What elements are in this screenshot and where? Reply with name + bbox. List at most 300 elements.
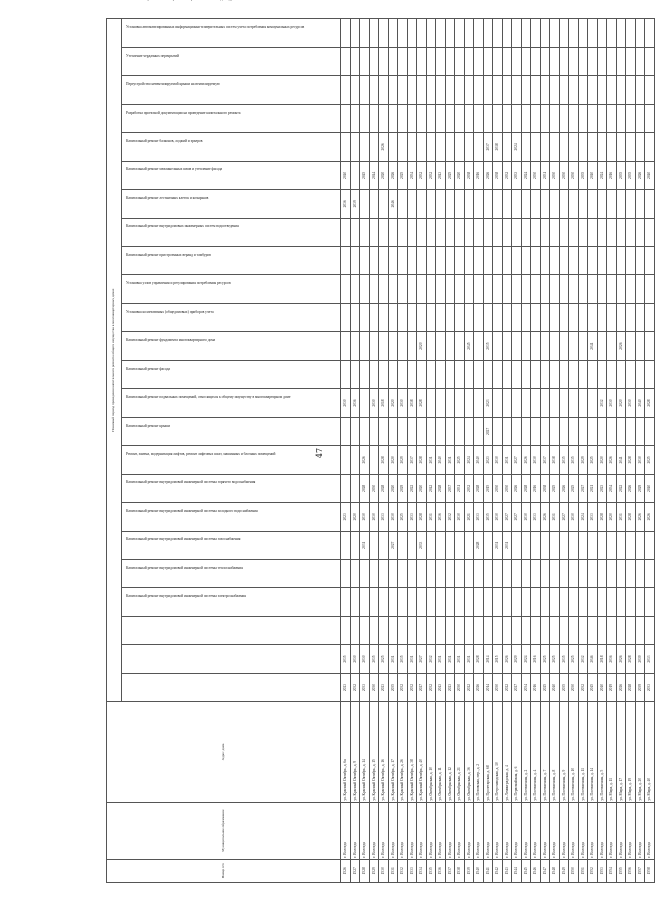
year-cell	[464, 47, 474, 75]
table-row	[341, 19, 351, 883]
row-address: ул. Поповская, пер., д. 2	[474, 702, 484, 802]
year-cell	[360, 133, 370, 161]
year-cell: 2032	[426, 673, 436, 701]
year-cell: 2037	[445, 474, 455, 502]
year-cell	[341, 360, 351, 388]
year-cell	[597, 417, 607, 445]
year-cell: 2023	[597, 474, 607, 502]
year-cell	[398, 303, 408, 331]
year-cell	[483, 303, 493, 331]
year-cell	[597, 19, 607, 48]
row-number: 1538	[455, 859, 465, 882]
year-cell	[474, 133, 484, 161]
year-cell	[426, 332, 436, 360]
year-cell	[417, 588, 427, 616]
year-cell	[417, 616, 427, 644]
year-cell	[474, 247, 484, 275]
year-cell: 2020	[417, 332, 427, 360]
year-cell	[569, 247, 579, 275]
year-cell	[445, 616, 455, 644]
year-cell: 2026	[616, 673, 626, 701]
year-cell: 2023	[445, 673, 455, 701]
year-cell: 2030	[550, 161, 560, 189]
year-cell	[569, 190, 579, 218]
year-cell: 2030	[388, 503, 398, 531]
year-cell	[597, 133, 607, 161]
year-cell	[588, 588, 598, 616]
year-cell	[360, 275, 370, 303]
year-cell: 2025	[379, 645, 389, 673]
work-type-label: Капитальный ремонт межпанельных швов и утепление фасада	[126, 167, 223, 172]
year-cell	[398, 360, 408, 388]
year-cell: 2024	[578, 503, 588, 531]
year-cell	[559, 19, 569, 48]
year-cell: 2018	[597, 645, 607, 673]
year-cell	[531, 133, 541, 161]
year-cell	[407, 190, 417, 218]
year-cell: 2039	[635, 645, 645, 673]
year-cell	[436, 417, 446, 445]
year-cell	[512, 190, 522, 218]
work-type-header	[122, 76, 341, 104]
year-cell	[550, 389, 560, 417]
year-cell: 2028	[417, 503, 427, 531]
year-cell	[483, 275, 493, 303]
year-cell	[341, 47, 351, 75]
year-cell	[493, 247, 503, 275]
year-cell	[417, 76, 427, 104]
year-cell: 2028	[436, 474, 446, 502]
year-cell	[569, 332, 579, 360]
year-cell	[521, 332, 531, 360]
year-cell: 2031	[360, 531, 370, 559]
year-cell	[540, 47, 550, 75]
year-cell	[540, 417, 550, 445]
year-cell	[512, 389, 522, 417]
row-number: 1531	[388, 859, 398, 882]
year-cell: 2020	[607, 503, 617, 531]
year-cell	[379, 104, 389, 132]
year-cell: 2027	[388, 531, 398, 559]
row-municipality: г. Вологда	[531, 802, 541, 859]
year-cell: 2026	[512, 474, 522, 502]
year-cell	[645, 19, 655, 48]
table-row	[502, 19, 512, 883]
year-cell: 2035	[341, 645, 351, 673]
year-cell	[607, 559, 617, 587]
year-cell	[379, 303, 389, 331]
year-cell	[616, 616, 626, 644]
year-cell: 2040	[645, 161, 655, 189]
row-number: 1540	[474, 859, 484, 882]
work-type-label: Капитальный ремонт подвальных помещений, относящихся к общему имуществу в многоквартирном доме	[126, 395, 291, 400]
year-cell	[635, 616, 645, 644]
year-cell: 2018	[493, 133, 503, 161]
year-cell: 2031	[616, 503, 626, 531]
year-cell	[350, 19, 360, 48]
year-cell	[521, 303, 531, 331]
year-cell: 2022	[407, 474, 417, 502]
row-number: 1541	[483, 859, 493, 882]
year-cell	[360, 389, 370, 417]
year-cell	[550, 19, 560, 48]
year-cell: 2030	[531, 446, 541, 474]
year-cell	[607, 332, 617, 360]
row-municipality: г. Вологда	[417, 802, 427, 859]
year-cell	[426, 616, 436, 644]
year-cell: 2033	[379, 503, 389, 531]
row-municipality: г. Вологда	[455, 802, 465, 859]
year-cell	[341, 616, 351, 644]
year-cell	[550, 76, 560, 104]
year-cell	[645, 616, 655, 644]
year-cell	[464, 588, 474, 616]
year-cell	[388, 133, 398, 161]
year-cell	[417, 133, 427, 161]
row-number: 1557	[635, 859, 645, 882]
table-row	[521, 19, 531, 883]
row-municipality: г. Вологда	[588, 802, 598, 859]
year-cell	[407, 247, 417, 275]
year-cell	[531, 104, 541, 132]
year-cell	[350, 616, 360, 644]
year-cell: 2025	[398, 503, 408, 531]
year-cell	[559, 247, 569, 275]
year-cell	[578, 247, 588, 275]
row-address: ул. Октябрьская, д. 12	[445, 702, 455, 802]
year-cell	[645, 332, 655, 360]
year-cell	[426, 275, 436, 303]
year-cell: 2020	[455, 161, 465, 189]
year-cell	[597, 247, 607, 275]
year-cell	[455, 389, 465, 417]
year-cell	[360, 247, 370, 275]
row-municipality: г. Вологда	[540, 802, 550, 859]
year-cell: 2020	[417, 474, 427, 502]
row-address: ул. Плотничная, д. 4	[531, 702, 541, 802]
year-cell	[502, 47, 512, 75]
row-municipality: г. Вологда	[369, 802, 379, 859]
year-cell	[483, 559, 493, 587]
row-address: ул. Плотничная, д. 9	[559, 702, 569, 802]
year-cell	[407, 218, 417, 246]
year-cell	[616, 133, 626, 161]
year-cell	[540, 303, 550, 331]
year-cell	[493, 303, 503, 331]
year-cell	[360, 559, 370, 587]
year-cell	[626, 133, 636, 161]
year-cell	[502, 417, 512, 445]
year-cell	[588, 559, 598, 587]
row-address: ул. Мира, д. 17	[616, 702, 626, 802]
year-cell	[445, 332, 455, 360]
table-row	[474, 19, 484, 883]
year-cell	[360, 332, 370, 360]
row-address: ул. Красный Октябрь, д. 38	[407, 702, 417, 802]
year-cell	[350, 275, 360, 303]
year-cell: 2019	[607, 673, 617, 701]
year-cell	[493, 389, 503, 417]
year-cell	[578, 19, 588, 48]
year-cell: 2026	[360, 446, 370, 474]
year-cell	[588, 247, 598, 275]
year-cell	[578, 303, 588, 331]
year-cell: 2026	[635, 503, 645, 531]
year-cell	[379, 218, 389, 246]
year-cell	[426, 47, 436, 75]
work-type-label: Ремонт, замена, модернизация лифтов, ремонт лифтовых шахт, машинных и блочных помещений	[126, 451, 276, 456]
year-cell: 2022	[616, 474, 626, 502]
year-cell: 2027	[483, 417, 493, 445]
year-cell	[341, 76, 351, 104]
year-cell	[521, 190, 531, 218]
year-cell: 2032	[426, 161, 436, 189]
year-cell	[616, 303, 626, 331]
year-cell	[341, 332, 351, 360]
year-cell: 2031	[455, 474, 465, 502]
year-cell	[607, 19, 617, 48]
year-cell	[360, 417, 370, 445]
year-cell: 2033	[645, 673, 655, 701]
year-cell	[607, 104, 617, 132]
year-cell: 2042	[426, 474, 436, 502]
work-type-label: Установка узлов управления и регулирования потребления ресурсов	[126, 281, 231, 286]
year-cell	[464, 190, 474, 218]
year-cell	[569, 218, 579, 246]
year-cell: 2026	[379, 133, 389, 161]
year-cell	[645, 190, 655, 218]
year-cell	[455, 190, 465, 218]
year-cell	[369, 275, 379, 303]
year-cell	[531, 588, 541, 616]
year-cell: 2014	[483, 645, 493, 673]
year-cell	[341, 474, 351, 502]
year-cell	[521, 76, 531, 104]
year-cell	[645, 360, 655, 388]
table-row	[398, 19, 408, 883]
year-cell	[626, 47, 636, 75]
year-cell	[559, 417, 569, 445]
work-type-label: Капитальный ремонт балконов, лоджий и эркеров	[126, 139, 203, 143]
year-cell: 2035	[578, 161, 588, 189]
year-cell	[540, 218, 550, 246]
year-cell	[588, 190, 598, 218]
year-cell: 2028	[626, 645, 636, 673]
plan-period-header: Плановый период проведения капитального ремонта общего имущества в многоквартирных домах	[107, 19, 122, 702]
year-cell	[350, 76, 360, 104]
year-cell	[474, 389, 484, 417]
year-cell: 2046	[588, 645, 598, 673]
year-cell	[550, 247, 560, 275]
row-address: ул. Мира, д. 40	[645, 702, 655, 802]
year-cell	[388, 76, 398, 104]
year-cell: 2029	[578, 446, 588, 474]
year-cell	[540, 190, 550, 218]
year-cell	[569, 133, 579, 161]
year-cell	[550, 531, 560, 559]
year-cell	[369, 247, 379, 275]
year-cell	[559, 76, 569, 104]
year-cell: 2031	[464, 645, 474, 673]
year-cell	[616, 417, 626, 445]
year-cell: 2035	[398, 645, 408, 673]
year-cell: 2015	[483, 474, 493, 502]
year-cell	[398, 332, 408, 360]
year-cell: 2020	[388, 474, 398, 502]
year-cell	[426, 360, 436, 388]
year-cell	[445, 531, 455, 559]
year-cell	[578, 559, 588, 587]
year-cell	[474, 332, 484, 360]
year-cell	[559, 133, 569, 161]
year-cell	[379, 275, 389, 303]
year-cell	[436, 76, 446, 104]
year-cell	[521, 133, 531, 161]
year-cell: 2028	[626, 446, 636, 474]
year-cell	[483, 47, 493, 75]
table-row	[483, 19, 493, 883]
year-cell	[464, 76, 474, 104]
year-cell: 2020	[388, 446, 398, 474]
table-row	[626, 19, 636, 883]
table-row	[588, 19, 598, 883]
year-cell	[445, 360, 455, 388]
row-address: ул. Плотничная, д. 14	[588, 702, 598, 802]
year-cell: 2032	[578, 645, 588, 673]
work-type-label: Капитальный ремонт крыши	[126, 423, 171, 428]
year-cell	[341, 303, 351, 331]
year-cell	[398, 76, 408, 104]
year-cell	[512, 218, 522, 246]
year-cell	[569, 360, 579, 388]
year-cell	[512, 47, 522, 75]
year-cell	[597, 190, 607, 218]
year-cell: 2030	[569, 161, 579, 189]
year-cell	[645, 531, 655, 559]
row-number: 1527	[350, 859, 360, 882]
year-cell	[645, 417, 655, 445]
row-number: 1534	[417, 859, 427, 882]
year-cell: 2026	[559, 474, 569, 502]
year-cell	[369, 303, 379, 331]
year-cell	[645, 104, 655, 132]
year-cell	[369, 104, 379, 132]
year-cell	[635, 303, 645, 331]
year-cell	[350, 531, 360, 559]
year-cell	[502, 616, 512, 644]
year-cell	[464, 247, 474, 275]
year-cell: 2025	[550, 474, 560, 502]
year-cell	[540, 559, 550, 587]
year-cell: 2025	[445, 161, 455, 189]
year-cell	[360, 218, 370, 246]
year-cell	[607, 417, 617, 445]
row-number: 1533	[407, 859, 417, 882]
year-cell: 2045	[588, 673, 598, 701]
table-row	[369, 19, 379, 883]
year-cell: 2030	[569, 673, 579, 701]
year-cell	[531, 616, 541, 644]
year-cell	[350, 332, 360, 360]
year-cell: 2037	[483, 133, 493, 161]
year-cell	[379, 332, 389, 360]
year-cell: 2026	[616, 645, 626, 673]
year-cell	[474, 19, 484, 48]
year-cell	[388, 47, 398, 75]
year-cell	[493, 332, 503, 360]
year-cell	[550, 47, 560, 75]
year-cell	[626, 19, 636, 48]
year-cell	[379, 360, 389, 388]
year-cell	[588, 275, 598, 303]
year-cell	[417, 190, 427, 218]
year-cell	[569, 588, 579, 616]
year-cell	[597, 275, 607, 303]
year-cell: 2030	[521, 503, 531, 531]
work-type-label: Установка автоматизированных информационно-измерительных систем учета потребления коммунальных ресурсов	[126, 25, 305, 30]
year-cell	[493, 19, 503, 48]
table-row	[445, 19, 455, 883]
year-cell	[502, 218, 512, 246]
year-cell	[502, 588, 512, 616]
work-type-label: Капитальный ремонт внутридомовой инженерной системы электроснабжения	[126, 594, 246, 599]
year-cell	[341, 133, 351, 161]
year-cell	[635, 588, 645, 616]
year-cell	[455, 76, 465, 104]
year-cell	[512, 417, 522, 445]
year-cell	[426, 559, 436, 587]
year-cell	[578, 190, 588, 218]
year-cell	[512, 559, 522, 587]
year-cell: 2033	[645, 645, 655, 673]
year-cell	[597, 104, 607, 132]
row-municipality: г. Вологда	[398, 802, 408, 859]
year-cell	[341, 559, 351, 587]
year-cell	[445, 275, 455, 303]
year-cell: 2035	[388, 673, 398, 701]
year-cell	[588, 218, 598, 246]
year-cell	[360, 616, 370, 644]
year-cell: 2026	[521, 446, 531, 474]
year-cell: 2030	[341, 389, 351, 417]
row-municipality: г. Вологда	[464, 802, 474, 859]
row-municipality: г. Вологда	[607, 802, 617, 859]
year-cell	[407, 588, 417, 616]
year-cell	[379, 190, 389, 218]
year-cell	[521, 417, 531, 445]
year-cell	[464, 19, 474, 48]
year-cell	[588, 76, 598, 104]
year-cell: 2046	[388, 190, 398, 218]
row-address: ул. Красный Октябрь, д. 40	[417, 702, 427, 802]
year-cell	[455, 275, 465, 303]
year-cell	[502, 275, 512, 303]
year-cell	[597, 332, 607, 360]
year-cell	[550, 275, 560, 303]
year-cell	[559, 332, 569, 360]
year-cell	[369, 47, 379, 75]
year-cell	[607, 588, 617, 616]
year-cell: 2037	[540, 446, 550, 474]
year-cell	[597, 588, 607, 616]
year-cell: 2028	[417, 389, 427, 417]
year-cell	[388, 559, 398, 587]
row-municipality: г. Вологда	[597, 802, 607, 859]
year-cell	[407, 332, 417, 360]
year-cell: 2027	[417, 673, 427, 701]
year-cell	[464, 616, 474, 644]
table-row	[379, 19, 389, 883]
